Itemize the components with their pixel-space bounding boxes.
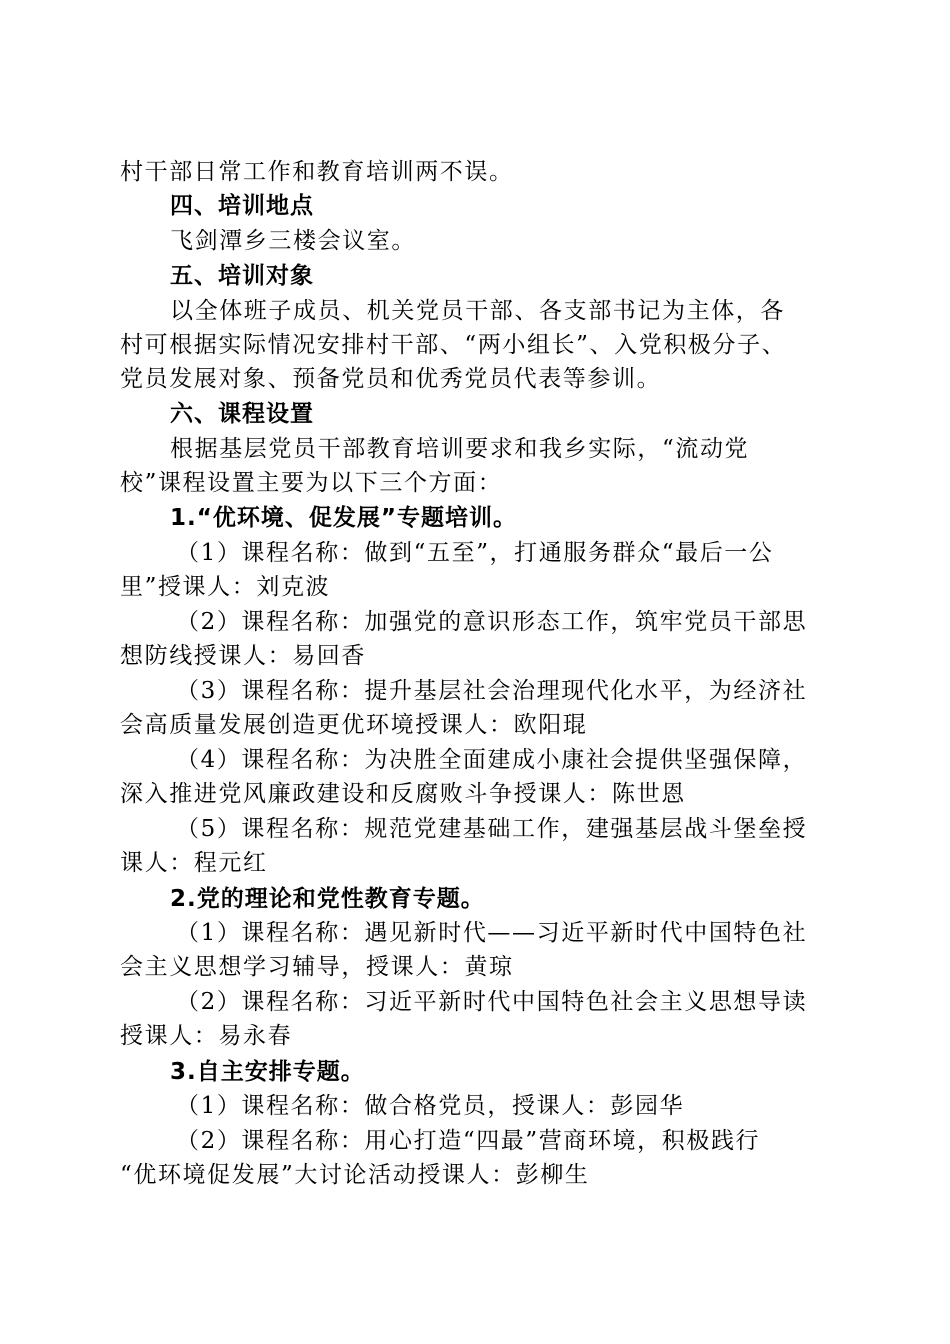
- course-item-line: （2）课程名称：加强党的意识形态工作，筑牢党员干部思: [176, 609, 808, 635]
- course-item-line: 会主义思想学习辅导，授课人：黄琼: [120, 954, 514, 980]
- course-item-line: 深入推进党风廉政建设和反腐败斗争授课人：陈世恩: [120, 781, 686, 807]
- course-item-line: 授课人：易永春: [120, 1023, 293, 1049]
- section-heading-audience: 五、培训对象: [170, 263, 314, 289]
- paragraph-line: 党员发展对象、预备党员和优秀党员代表等参训。: [120, 366, 662, 392]
- course-item-line: 课人：程元红: [120, 850, 268, 876]
- paragraph-line: 飞剑潭乡三楼会议室。: [170, 228, 416, 254]
- course-item-line: “优环境促发展”大讨论活动授课人：彭柳生: [120, 1162, 590, 1188]
- subsection-heading-2: 2.党的理论和党性教育专题。: [170, 886, 485, 912]
- subsection-heading-3: 3.自主安排专题。: [170, 1059, 365, 1085]
- section-heading-courses: 六、课程设置: [170, 401, 314, 427]
- course-item-line: 想防线授课人：易回香: [120, 643, 366, 669]
- paragraph-line: 村干部日常工作和教育培训两不误。: [120, 159, 514, 185]
- course-item-line: （2）课程名称：习近平新时代中国特色社会主义思想导读: [176, 989, 808, 1015]
- course-item-line: 里”授课人：刘克波: [120, 574, 331, 600]
- course-item-line: （1）课程名称：做合格党员，授课人：彭园华: [176, 1093, 685, 1119]
- section-heading-location: 四、培训地点: [170, 193, 314, 219]
- subsection-heading-1: 1.“优环境、促发展”专题培训。: [170, 505, 517, 531]
- course-item-line: （1）课程名称：做到“五至”，打通服务群众“最后一公: [176, 540, 774, 566]
- course-item-line: （3）课程名称：提升基层社会治理现代化水平，为经济社: [176, 678, 808, 704]
- course-item-line: （1）课程名称：遇见新时代——习近平新时代中国特色社: [176, 920, 808, 946]
- paragraph-line: 以全体班子成员、机关党员干部、各支部书记为主体，各: [170, 298, 785, 324]
- course-item-line: （5）课程名称：规范党建基础工作，建强基层战斗堡垒授: [176, 816, 808, 842]
- paragraph-line: 校”课程设置主要为以下三个方面：: [120, 470, 503, 496]
- course-item-line: （2）课程名称：用心打造“四最”营商环境，积极践行: [176, 1128, 761, 1154]
- course-item-line: （4）课程名称：为决胜全面建成小康社会提供坚强保障，: [176, 747, 808, 773]
- paragraph-line: 根据基层党员干部教育培训要求和我乡实际，“流动党: [170, 436, 750, 462]
- course-item-line: 会高质量发展创造更优环境授课人：欧阳琨: [120, 712, 588, 738]
- paragraph-line: 村可根据实际情况安排村干部、“两小组长”、入党积极分子、: [120, 332, 787, 358]
